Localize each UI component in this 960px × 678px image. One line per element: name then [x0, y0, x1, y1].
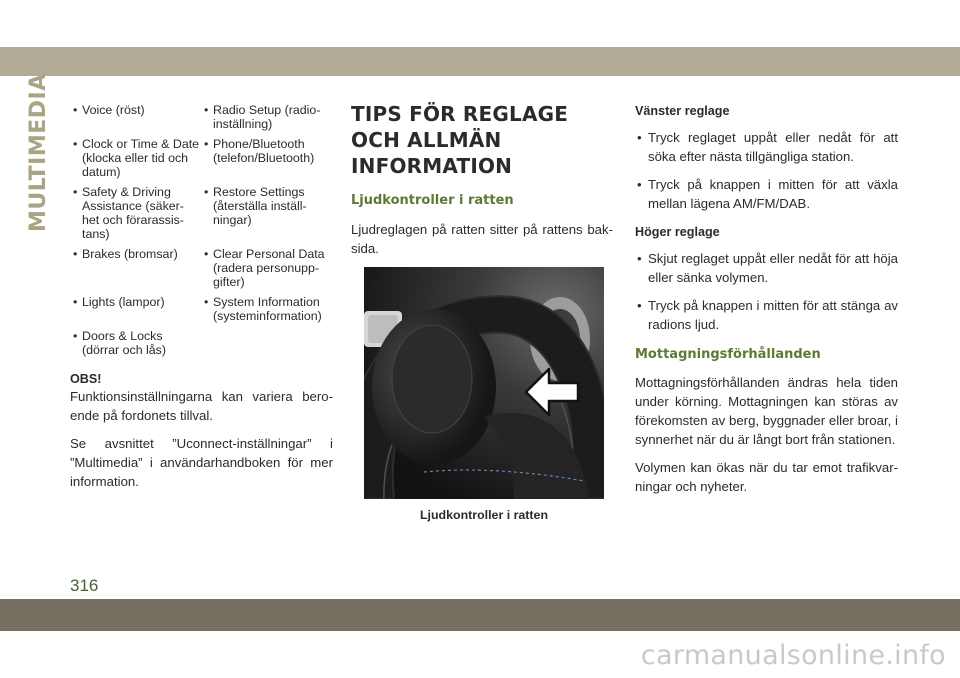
- list-item: • Radio Setup (radio-inställning): [201, 103, 333, 131]
- intro-text: Ljudreglagen på ratten sitter på rattens bak-sida.: [351, 222, 613, 256]
- column-tips: [351, 103, 613, 523]
- column-controls: [635, 103, 898, 496]
- reception-text-2: Volymen kan ökas när du tar emot trafikvar-ningar och nyheter.: [635, 460, 898, 494]
- list-item: • Tryck på knappen i mitten för att växla mellan lägena AM/FM/DAB.: [635, 175, 898, 213]
- section-title: TIPS FÖR REGLAGE OCH ALLMÄN INFORMATION: [351, 102, 569, 178]
- figure-caption: Ljudkontroller i ratten: [419, 508, 549, 522]
- list-item: • Tryck reglaget uppåt eller nedåt för att söka efter nästa tillgängliga station.: [635, 128, 898, 166]
- list-item: • Doors & Locks (dörrar och lås): [70, 329, 201, 357]
- settings-list: [70, 103, 333, 357]
- note-heading: OBS!: [70, 372, 102, 386]
- list-item: • Safety & Driving Assistance (säker-het och förarassis-tans): [70, 185, 201, 241]
- footer-bar: [0, 599, 960, 631]
- list-item: • Lights (lampor): [70, 295, 201, 323]
- list-item: • Brakes (bromsar): [70, 247, 201, 289]
- note-reference: Se avsnittet ”Uconnect-inställningar” i ”Multimedia” i användarhandboken för mer information.: [70, 436, 333, 489]
- list-item: • System Information (systeminformation): [201, 295, 333, 323]
- reception-text: Mottagningsförhållanden ändras hela tiden under körning. Mottagningen kan störas av förekomsten av berg, byggnader eller broar, i synnerhet när du är långt bort från stationen.: [635, 375, 898, 447]
- top-margin: [0, 0, 960, 47]
- list-item: • Clock or Time & Date (klocka eller tid och datum): [70, 137, 201, 179]
- list-item: • Clear Personal Data (radera personupp-gifter): [201, 247, 333, 289]
- watermark: carmanualsonline.info: [640, 640, 946, 671]
- list-item: • Skjut reglaget uppåt eller nedåt för att höja eller sänka volymen.: [635, 249, 898, 287]
- note-text: Funktionsinställningarna kan variera bero-ende på fordonets tillval.: [70, 389, 333, 423]
- list-item: • Tryck på knappen i mitten för att stänga av radions ljud.: [635, 296, 898, 334]
- column-settings: [70, 103, 333, 491]
- list-item: • Phone/Bluetooth (telefon/Bluetooth): [201, 137, 333, 179]
- reception-heading: Mottagningsförhållanden: [635, 347, 821, 362]
- section-subtitle: Ljudkontroller i ratten: [351, 193, 514, 208]
- steering-wheel-figure: [364, 267, 604, 499]
- left-controls-heading: Vänster reglage: [635, 104, 730, 118]
- list-item: • Voice (röst): [70, 103, 201, 131]
- header-bar: [0, 47, 960, 76]
- list-item: • Restore Settings (återställa inställ-ningar): [201, 185, 333, 241]
- steering-wheel-photo: [364, 267, 604, 499]
- side-label-text: MULTIMEDIA: [26, 73, 51, 232]
- page-number: 316: [70, 576, 99, 595]
- right-controls-heading: Höger reglage: [635, 225, 720, 239]
